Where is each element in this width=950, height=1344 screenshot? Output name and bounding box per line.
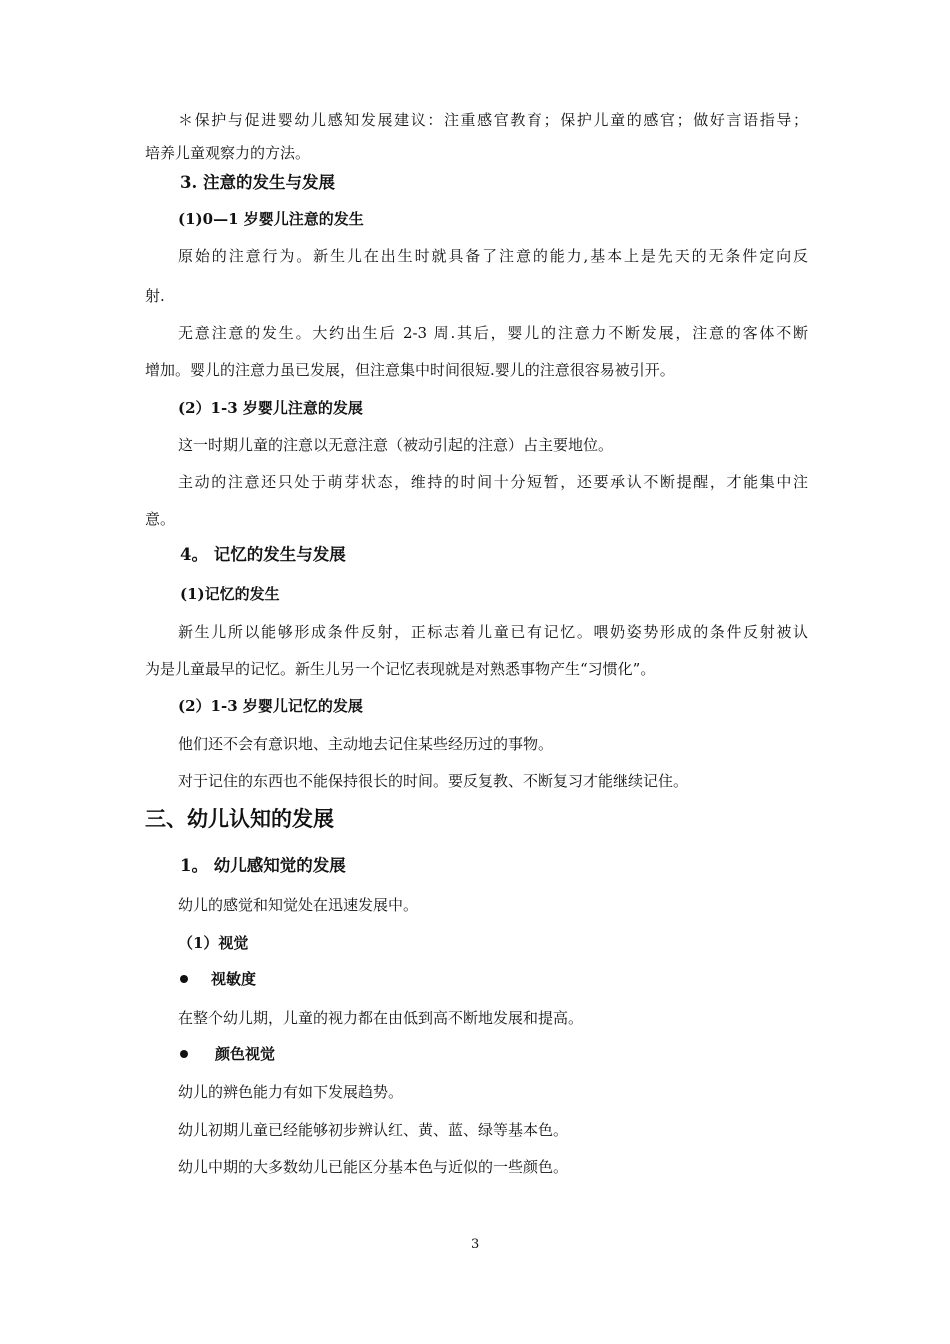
paragraph-line: 幼儿初期儿童已经能够初步辨认红、黄、蓝、绿等基本色。 [178,1121,569,1139]
paragraph-line: 这一时期儿童的注意以无意注意（被动引起的注意）占主要地位。 [178,436,614,454]
subsection-heading: (2）1-3 岁婴儿注意的发展 [178,399,363,417]
paragraph-line: 对于记住的东西也不能保持很长的时间。要反复教、不断复习才能继续记住。 [178,772,689,790]
section-heading: 3. 注意的发生与发展 [180,173,335,192]
subsection-heading: (2）1-3 岁婴儿记忆的发展 [178,697,363,715]
paragraph-line: 无意注意的发生。大约出生后 2-3 周.其后，婴儿的注意力不断发展，注意的客体不断 [178,324,808,342]
subsection-heading: (1)记忆的发生 [180,585,280,603]
paragraph-line: 他们还不会有意识地、主动地去记住某些经历过的事物。 [178,735,554,753]
bullet-icon [180,975,188,983]
paragraph-line: 培养儿童观察力的方法。 [145,144,311,162]
paragraph-line: ＊保护与促进婴幼儿感知发展建议：注重感官教育；保护儿童的感官；做好言语指导； [178,111,808,129]
paragraph-line: 新生儿所以能够形成条件反射，正标志着儿童已有记忆。喂奶姿势形成的条件反射被认 [178,623,808,641]
subsection-heading: (1)0—1 岁婴儿注意的发生 [178,210,364,228]
bullet-heading: 视敏度 [211,970,257,988]
paragraph-line: 原始的注意行为。新生儿在出生时就具备了注意的能力,基本上是先天的无条件定向反 [178,247,808,265]
paragraph-line: 幼儿的感觉和知觉处在迅速发展中。 [178,896,419,914]
paragraph-line: 射. [145,287,165,305]
paragraph-line: 在整个幼儿期，儿童的视力都在由低到高不断地发展和提高。 [178,1009,584,1027]
paragraph-line: 幼儿中期的大多数幼儿已能区分基本色与近似的一些颜色。 [178,1158,569,1176]
paragraph-line: 幼儿的辨色能力有如下发展趋势。 [178,1083,404,1101]
section-heading: 4。 记忆的发生与发展 [180,545,346,564]
page-number: 3 [471,1237,480,1252]
paragraph-line: 意。 [145,510,176,528]
paragraph-line: 增加。婴儿的注意力虽已发展，但注意集中时间很短.婴儿的注意很容易被引开。 [145,361,675,379]
paragraph-line: 主动的注意还只处于萌芽状态，维持的时间十分短暂，还要承认不断提醒，才能集中注 [178,473,808,491]
section-heading: 1。 幼儿感知觉的发展 [180,856,346,875]
chapter-heading: 三、幼儿认知的发展 [145,806,334,831]
paragraph-line: 为是儿童最早的记忆。新生儿另一个记忆表现就是对熟悉事物产生“习惯化”。 [145,660,656,678]
subsection-heading: （1）视觉 [178,934,249,952]
bullet-heading: 颜色视觉 [215,1045,276,1063]
bullet-icon [180,1050,188,1058]
